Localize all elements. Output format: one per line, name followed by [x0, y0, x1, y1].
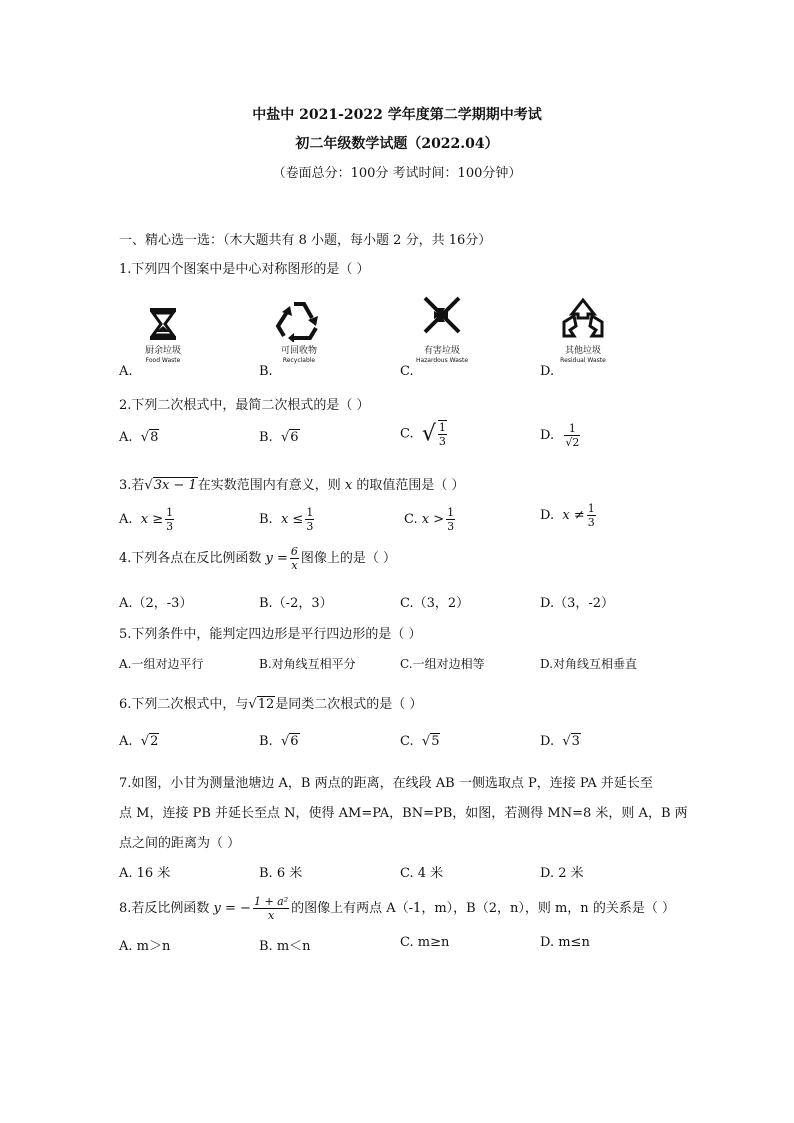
q3-stem: 3.若√3x − 1在实数范围内有意义，则 x 的取值范围是（ ） — [119, 478, 465, 493]
q2-option-d: D. $\frac{1}{√2}$ — [540, 422, 580, 449]
q4-option-c: C.（3，2） — [400, 596, 470, 611]
q1-option-a-caption: 厨余垃圾 Food Waste — [144, 346, 181, 364]
q8-option-d: D. m≤n — [540, 935, 590, 950]
q8-option-a: A. m＞n — [119, 939, 171, 954]
q4-option-b: B.（-2，3） — [259, 596, 333, 611]
q5-option-b: B.对角线互相平分 — [259, 657, 356, 671]
hazardous-icon — [415, 292, 469, 342]
q6-option-c: C. √5 — [400, 734, 440, 749]
exam-info: （卷面总分：100分 考试时间：100分钟） — [272, 166, 522, 181]
q1-option-b-letter: B. — [259, 364, 273, 379]
q4-option-a: A.（2，-3） — [119, 596, 193, 611]
q3-option-a: A. x ≥ $\frac{1}{3}$ — [119, 506, 174, 533]
q7-option-d: D. 2 米 — [540, 866, 584, 881]
q7-option-b: B. 6 米 — [259, 866, 303, 881]
residual-icon — [556, 296, 610, 342]
exam-title: 中盐中 2021-2022 学年度第二学期期中考试 — [252, 107, 542, 123]
q5-option-c: C.一组对边相等 — [400, 657, 485, 671]
q7-stem-line2: 点 M，连接 PB 并延长至点 N，使得 AM=PA，BN=PB，如图，若测得 MN=8 米，则 A，B 两 — [119, 806, 688, 821]
q2-stem: 2.下列二次根式中，最简二次根式的是（ ） — [119, 398, 370, 413]
q4-option-d: D.（3，-2） — [540, 596, 615, 611]
q8-option-c: C. m≥n — [400, 935, 450, 950]
q3-option-b: B. x ≤ $\frac{1}{3}$ — [259, 506, 314, 533]
q2-option-a: A. √8 — [119, 430, 159, 445]
q1-option-c-letter: C. — [400, 364, 414, 379]
q5-option-d: D.对角线互相垂直 — [540, 657, 638, 671]
q8-option-b: B. m＜n — [259, 939, 311, 954]
q6-stem: 6.下列二次根式中，与√12是同类二次根式的是（ ） — [119, 697, 423, 712]
q6-option-b: B. √6 — [259, 734, 299, 749]
q1-option-d-caption: 其他垃圾 Residual Waste — [560, 346, 606, 364]
section-heading: 一、精心选一选：（木大题共有 8 小题，每小题 2 分，共 16分） — [119, 233, 492, 248]
q8-stem: 8.若反比例函数 y = − $\frac{\text{1 + a²}}{x}$ 的图像上有两点 A（-1，m），B（2，n），则 m，n 的关系是（ ） — [119, 895, 675, 922]
q2-option-b: B. √6 — [259, 430, 299, 445]
q1-option-a-figure — [138, 306, 188, 366]
q3-option-c: C. x > $\frac{1}{3}$ — [404, 506, 455, 533]
q1-option-d-letter: D. — [540, 364, 555, 379]
q1-option-c-figure — [415, 292, 469, 366]
q5-stem: 5.下列条件中，能判定四边形是平行四边形的是（ ） — [119, 627, 422, 642]
q7-stem-line1: 7.如图，小甘为测量池塘边 A，B 两点的距离，在线段 AB 一侧选取点 P，连接 PA 并延长至 — [119, 776, 653, 791]
q1-option-b-caption: 可回收物 Recyclable — [280, 346, 317, 364]
q1-option-b-figure — [272, 298, 326, 366]
q7-option-a: A. 16 米 — [119, 866, 171, 881]
q4-stem: 4.下列各点在反比例函数 y = $\frac{6}{x}$ 图像上的是（ ） — [119, 545, 397, 572]
q1-option-a-letter: A. — [119, 364, 133, 379]
hourglass-icon — [138, 306, 188, 342]
q1-option-c-caption: 有害垃圾 Hazardous Waste — [415, 346, 469, 364]
q6-option-d: D. √3 — [540, 734, 580, 749]
q5-option-a: A.一组对边平行 — [119, 657, 204, 671]
q6-option-a: A. √2 — [119, 734, 159, 749]
q7-option-c: C. 4 米 — [400, 866, 444, 881]
recycle-icon — [272, 298, 326, 342]
exam-subtitle: 初二年级数学试题（2022.04） — [295, 136, 499, 152]
q7-stem-line3: 点之间的距离为（ ） — [119, 836, 241, 851]
q1-option-d-figure — [556, 296, 610, 366]
q2-option-c: C. √ $\frac{1}{3}$ — [400, 421, 446, 448]
q3-option-d: D. x ≠ $\frac{1}{3}$ — [540, 502, 595, 529]
q1-stem: 1.下列四个图案中是中心对称图形的是（ ） — [119, 262, 370, 277]
